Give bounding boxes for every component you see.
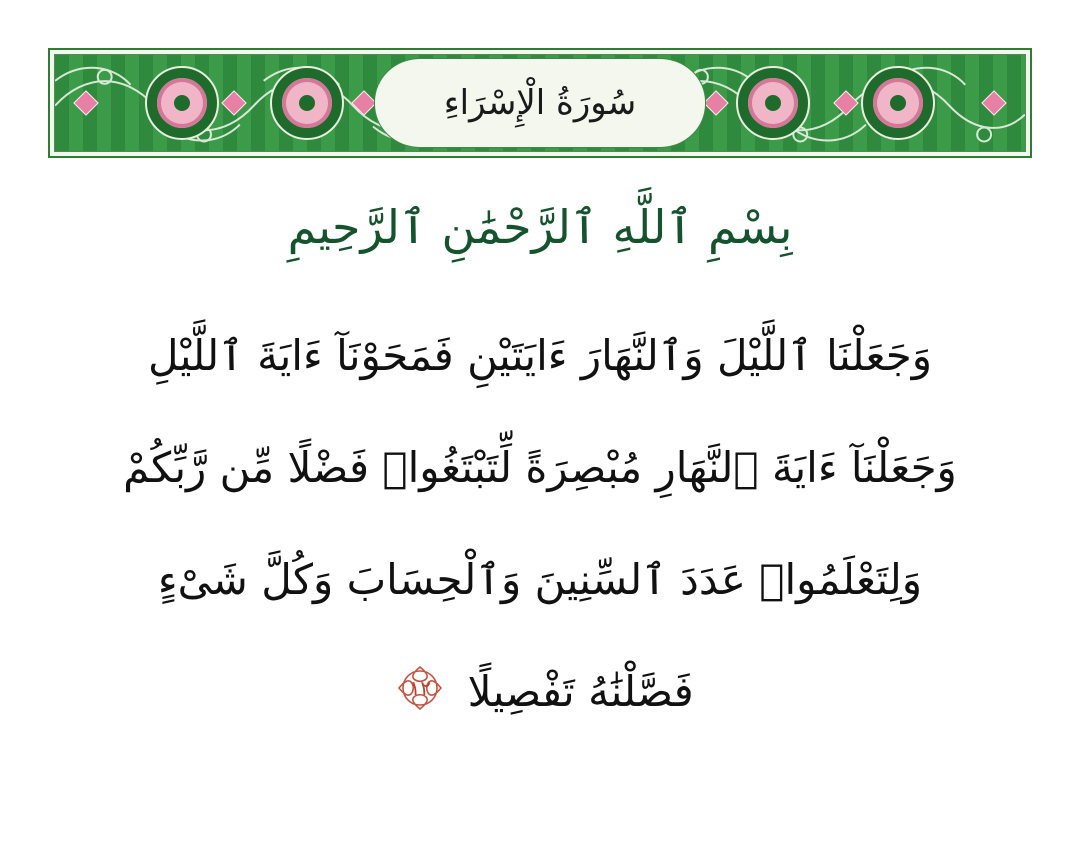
surah-header-band — [54, 54, 1026, 152]
ayah-number-label: ١٢ — [409, 676, 432, 700]
ayah-line: وَجَعَلْنَآ ءَايَةَ ٱلنَّهَارِ مُبْصِرَةً لِّتَبْتَغُوا۟ فَضْلًا مِّن رَّبِّكُمْ — [123, 443, 957, 492]
flower-medallion-icon — [145, 66, 219, 140]
ayah-line: فَصَّلْنَٰهُ تَفْصِيلًا — [467, 667, 694, 716]
flower-medallion-icon — [270, 66, 344, 140]
ayah-line: وَجَعَلْنَا ٱللَّيْلَ وَٱلنَّهَارَ ءَايَتَيْنِ فَمَحَوْنَآ ءَايَةَ ٱللَّيْلِ — [147, 331, 933, 380]
flower-medallion-icon — [736, 66, 810, 140]
ayah-number-marker — [392, 660, 448, 716]
ayah-line-final — [60, 636, 1020, 748]
flower-medallion-icon — [861, 66, 935, 140]
surah-header-ornament — [48, 48, 1032, 158]
ayah-text-block — [60, 300, 1020, 748]
surah-name-cartouche — [374, 58, 706, 148]
basmala-line: بِسْمِ ٱللَّهِ ٱلرَّحْمَٰنِ ٱلرَّحِيمِ — [287, 200, 793, 254]
surah-title: سُورَةُ الْإِسْرَاءِ — [443, 83, 637, 123]
ayah-line: وَلِتَعْلَمُوا۟ عَدَدَ ٱلسِّنِينَ وَٱلْحِسَابَ وَكُلَّ شَىْءٍ — [157, 555, 923, 604]
